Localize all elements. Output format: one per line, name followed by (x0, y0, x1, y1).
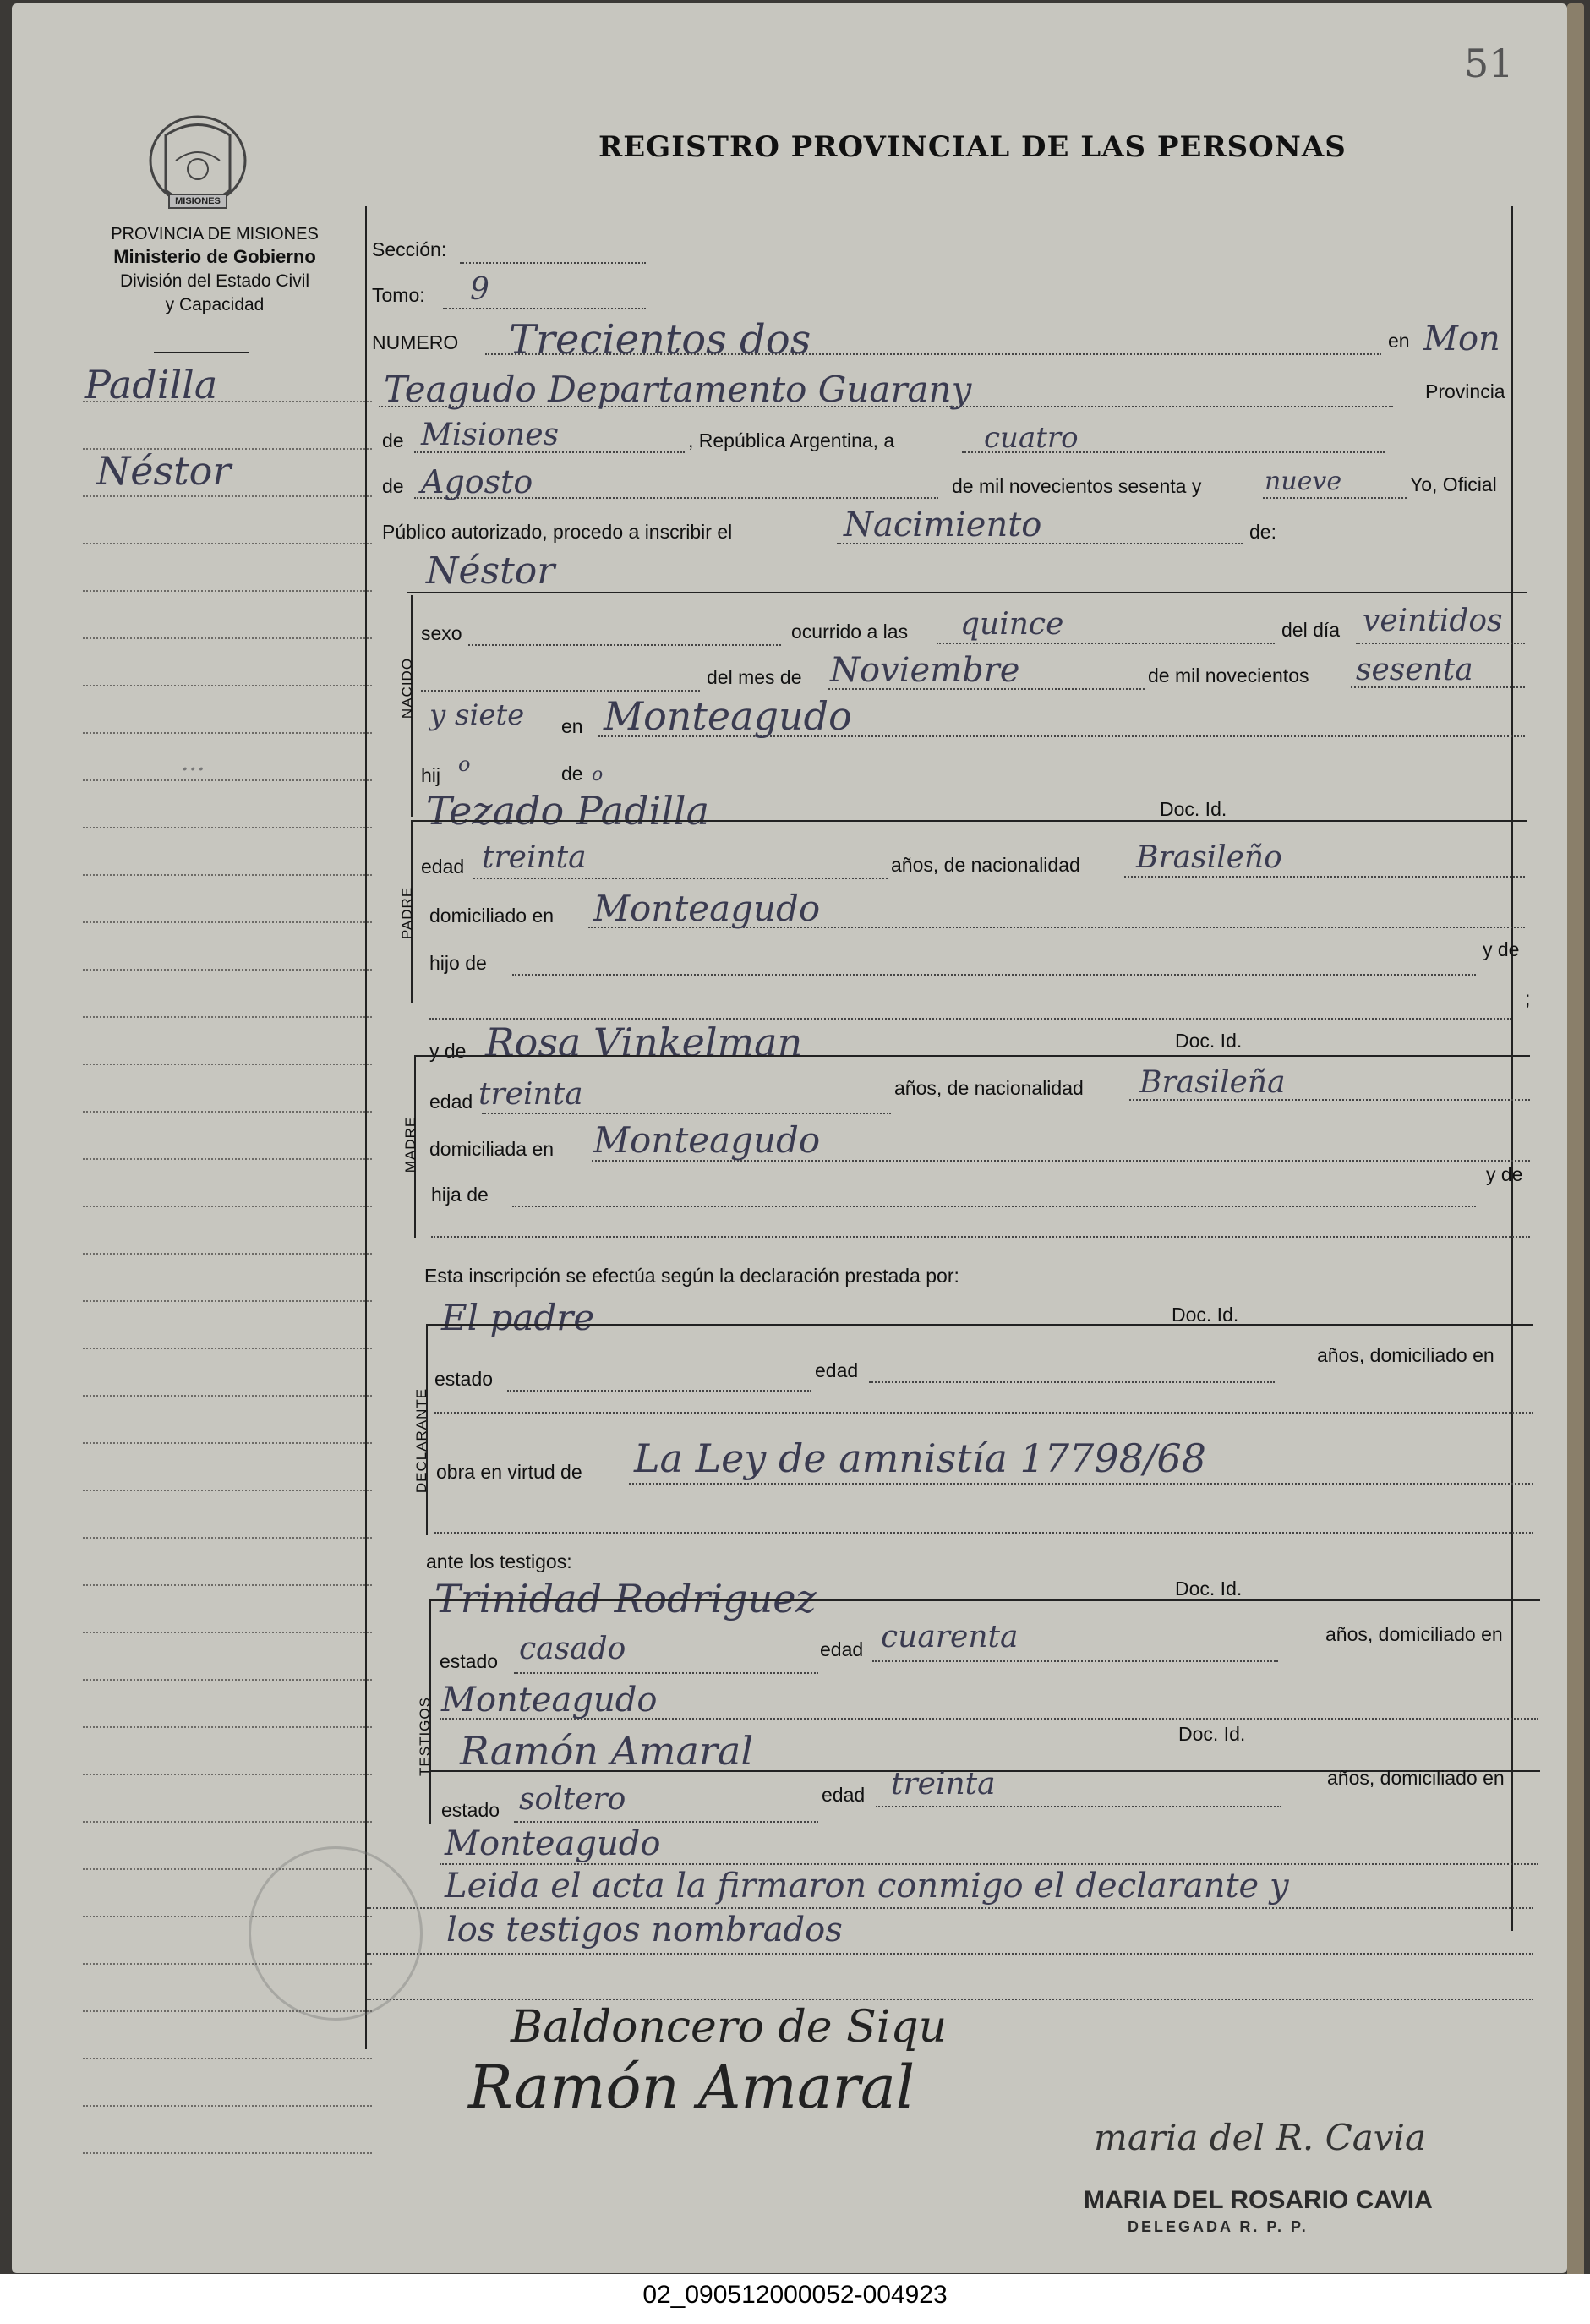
en-value: Mon (1423, 320, 1500, 358)
de-colon-label: de: (1249, 521, 1276, 543)
yo-oficial-label: Yo, Oficial (1410, 473, 1497, 495)
madre-hija-de-line (512, 1206, 1476, 1207)
testigo2-doc-label: Doc. Id. (1178, 1723, 1246, 1745)
dia-value: veintidos (1363, 604, 1503, 638)
margin-rule (83, 637, 372, 639)
margin-given-name: Néstor (96, 448, 232, 494)
nombre-value: Néstor (426, 550, 555, 593)
testigo2-edad-value: treinta (891, 1767, 996, 1802)
declarante-estado-label: estado (434, 1368, 494, 1390)
margin-rule (83, 2058, 372, 2059)
hij-suffix: o (458, 752, 471, 776)
declarante-line (426, 1324, 1533, 1326)
margin-rule (83, 921, 372, 923)
de-label-1: de (382, 429, 404, 451)
acto-value: Nacimiento (844, 506, 1042, 544)
testigo1-nombre-value: Trinidad Rodriguez (434, 1576, 817, 1621)
padre-dom-value: Monteagudo (593, 888, 821, 929)
padre-doc-label: Doc. Id. (1160, 798, 1227, 820)
margin-rule (83, 495, 372, 497)
office-line4: y Capacidad (165, 295, 265, 314)
stamp-role: DELEGADA R. P. P. (1128, 2218, 1309, 2235)
margin-rule (83, 2105, 372, 2107)
margin-rule (83, 1726, 372, 1728)
provincia-value: Misiones (421, 418, 560, 452)
padre-y-de-label: y de (1483, 938, 1520, 960)
madre-label: MADRE (402, 1116, 418, 1173)
margin-rule (83, 1490, 372, 1491)
signature-3: maria del R. Cavia (1094, 2117, 1426, 2158)
testigo2-edad-label: edad (822, 1784, 866, 1806)
madre-nombre-line (414, 1055, 1530, 1057)
padre-hijo-de-label: hijo de (429, 952, 487, 974)
del-mes-label: del mes de (707, 666, 802, 688)
testigo1-edad-line (872, 1660, 1278, 1662)
tomo-value: 9 (470, 272, 489, 307)
seccion-label: Sección: (372, 238, 447, 260)
padre-nac-line (1124, 876, 1525, 878)
lugar-value: Teagudo Departamento Guarany (384, 369, 972, 410)
mes-value: Noviembre (830, 651, 1020, 690)
margin-rule (83, 969, 372, 971)
margin-rule (83, 1016, 372, 1018)
lugar-nac-value: Monteagudo (604, 693, 852, 739)
mes-acta-value: Agosto (421, 463, 533, 500)
madre-nac-label: años, de nacionalidad (894, 1077, 1084, 1099)
madre-dom-label: domiciliada en (429, 1138, 555, 1160)
office-line3: División del Estado Civil (119, 271, 310, 291)
page-number: 51 (1464, 41, 1514, 86)
padre-edad-value: treinta (482, 840, 587, 875)
nacido-label: NACIDO (399, 657, 415, 719)
madre-hija-de-label: hija de (431, 1184, 489, 1206)
margin-rule (83, 1774, 372, 1775)
padre-nac-label: años, de nacionalidad (891, 854, 1080, 876)
anio-acta-line (1263, 497, 1407, 499)
form-right-border (1511, 206, 1513, 1931)
declarante-label: DECLARANTE (413, 1387, 429, 1494)
madre-dom-value: Monteagudo (593, 1119, 821, 1161)
margin-rule (83, 1111, 372, 1113)
obra-line-2 (434, 1532, 1533, 1534)
margin-rule (83, 1206, 372, 1207)
ocurrido-label: ocurrido a las (791, 621, 909, 643)
en-nac-label: en (561, 715, 583, 737)
margin-rule (83, 1395, 372, 1397)
page-edge (1567, 3, 1584, 2278)
margin-surname: Padilla (85, 362, 218, 407)
numero-label: NUMERO (372, 331, 459, 353)
testigo2-dom-line (440, 1863, 1538, 1865)
nota-rule3 (367, 1999, 1533, 2000)
testigo1-edad-value: cuarenta (881, 1620, 1019, 1654)
madre-y-de-label: y de (429, 1040, 467, 1062)
dia-line (1356, 643, 1525, 644)
hij-de-suffix: o (592, 764, 604, 785)
margin-rule (83, 1679, 372, 1681)
del-dia-label: del día (1281, 619, 1341, 641)
footer-strip (0, 2274, 1590, 2324)
margin-rule (83, 1300, 372, 1302)
testigo2-nombre-value: Ramón Amaral (460, 1728, 754, 1774)
publico-label: Público autorizado, procedo a inscribir el (382, 521, 733, 543)
office-line1: PROVINCIA DE MISIONES (111, 225, 319, 243)
margin-rule (83, 1158, 372, 1160)
margin-rule (83, 732, 372, 734)
anio-cont-value: y siete (429, 698, 525, 732)
testigo2-dom-value: Monteagudo (445, 1824, 661, 1863)
del-mes-pre-line (421, 690, 700, 692)
madre-edad-value: treinta (478, 1077, 583, 1112)
padre-nombre-value: Tezado Padilla (426, 788, 710, 834)
madre-edad-label: edad (429, 1091, 473, 1113)
padre-label: PADRE (399, 886, 415, 940)
margin-rule (83, 543, 372, 544)
margin-rule (83, 874, 372, 876)
signature-2: Ramón Amaral (468, 2053, 915, 2122)
en-label: en (1388, 330, 1410, 352)
obra-label: obra en virtud de (436, 1461, 582, 1483)
margin-rule (83, 779, 372, 781)
stamp-name: MARIA DEL ROSARIO CAVIA (1084, 2186, 1433, 2214)
declarante-estado-line (507, 1390, 811, 1392)
hij-label: hij (421, 764, 441, 786)
obra-value: La Ley de amnistía 17798/68 (634, 1435, 1206, 1481)
declarante-dom-line (434, 1412, 1533, 1414)
margin-rule (83, 2152, 372, 2154)
register-page (12, 3, 1567, 2273)
numero-value: Trecientos dos (509, 316, 811, 364)
form-left-border (365, 206, 367, 2049)
testigo1-line (429, 1599, 1540, 1601)
margin-rule (83, 1348, 372, 1349)
declarante-anos-label: años, domiciliado en (1317, 1344, 1494, 1366)
mil-nov-label: de mil novecientos (1148, 664, 1309, 686)
padre-edad-line (473, 878, 888, 879)
padre-semicolon: ; (1525, 987, 1531, 1009)
anio-value: sesenta (1356, 653, 1473, 687)
madre-y-de-line (431, 1236, 1530, 1238)
signature-1: Baldoncero de Siqu (511, 2002, 948, 2053)
declarante-value: El padre (441, 1297, 595, 1338)
testigo2-estado-label: estado (441, 1799, 500, 1821)
margin-rule (83, 1632, 372, 1633)
padre-dom-label: domiciliado en (429, 905, 555, 927)
office-header (71, 225, 358, 315)
testigo1-estado-value: casado (519, 1632, 626, 1666)
testigo1-dom-value: Monteagudo (441, 1681, 658, 1720)
margin-rule (83, 827, 372, 828)
padre-hijo-de-line (512, 974, 1476, 976)
testigo1-edad-label: edad (820, 1638, 864, 1660)
padre-nombre-line (411, 820, 1527, 822)
testigo2-edad-line (876, 1806, 1281, 1807)
seccion-line (460, 262, 646, 264)
hora-value: quince (960, 607, 1064, 642)
mil-sesenta-label: de mil novecientos sesenta y (952, 475, 1202, 497)
madre-nombre-value: Rosa Vinkelman (485, 1020, 803, 1065)
margin-rule (83, 1253, 372, 1255)
margin-rule (83, 1821, 372, 1823)
declarante-edad-label: edad (815, 1359, 859, 1381)
de-label-2: de (382, 475, 404, 497)
dia-acta-value: cuatro (984, 421, 1079, 455)
madre-nac-value: Brasileña (1139, 1065, 1286, 1100)
padre-nac-value: Brasileño (1136, 840, 1282, 875)
hora-line (937, 643, 1275, 644)
testigos-label: TESTIGOS (417, 1697, 433, 1776)
margin-rule (83, 1442, 372, 1444)
nota-rule2 (367, 1953, 1533, 1955)
hij-de-label: de (561, 763, 583, 785)
madre-edad-line (482, 1113, 891, 1114)
testigo1-doc-label: Doc. Id. (1175, 1578, 1243, 1599)
obra-line (629, 1483, 1533, 1485)
sexo-label: sexo (421, 622, 462, 644)
testigo1-estado-label: estado (440, 1650, 499, 1672)
anio-acta-value: nueve (1265, 467, 1342, 496)
margin-rule (83, 1537, 372, 1539)
testigo2-estado-line (514, 1821, 818, 1823)
seal-label: MISIONES (175, 196, 221, 206)
nota-line2: los testigos nombrados (446, 1911, 843, 1949)
declarante-edad-line (869, 1381, 1275, 1383)
esta-inscripcion-label: Esta inscripción se efectúa según la declaración prestada por: (424, 1265, 959, 1287)
ante-testigos-label: ante los testigos: (426, 1550, 572, 1572)
sexo-line (468, 644, 781, 646)
madre-doc-label: Doc. Id. (1175, 1030, 1243, 1052)
provincia-label: Provincia (1425, 380, 1505, 402)
testigo2-anos-label: años, domiciliado en (1327, 1767, 1505, 1789)
tomo-line (443, 308, 646, 309)
madre-y-de-label-2: y de (1486, 1163, 1523, 1185)
testigo2-estado-value: soltero (519, 1782, 626, 1817)
nota-line1: Leida el acta la firmaron conmigo el declarante y (445, 1867, 1289, 1906)
margin-rule (83, 1064, 372, 1065)
testigo1-anos-label: años, domiciliado en (1325, 1623, 1503, 1645)
margin-scribble: ... (181, 747, 205, 777)
margin-rule (83, 685, 372, 686)
office-line2: Ministerio de Gobierno (113, 246, 316, 267)
seal-icon (147, 110, 249, 220)
nombre-line (407, 592, 1527, 593)
padre-edad-label: edad (421, 856, 465, 878)
faded-stamp-icon (249, 1846, 423, 2021)
footer-code: 02_090512000052-004923 (642, 2281, 948, 2309)
declarante-doc-label: Doc. Id. (1172, 1304, 1239, 1326)
margin-rule (83, 590, 372, 592)
office-underline (154, 352, 249, 353)
nota-rule1 (367, 1907, 1533, 1909)
margin-rule (83, 1584, 372, 1586)
tomo-label: Tomo: (372, 284, 425, 306)
republica-label: , República Argentina, a (688, 429, 895, 451)
testigo1-estado-line (514, 1672, 818, 1674)
document-title: REGISTRO PROVINCIAL DE LAS PERSONAS (598, 130, 1347, 164)
